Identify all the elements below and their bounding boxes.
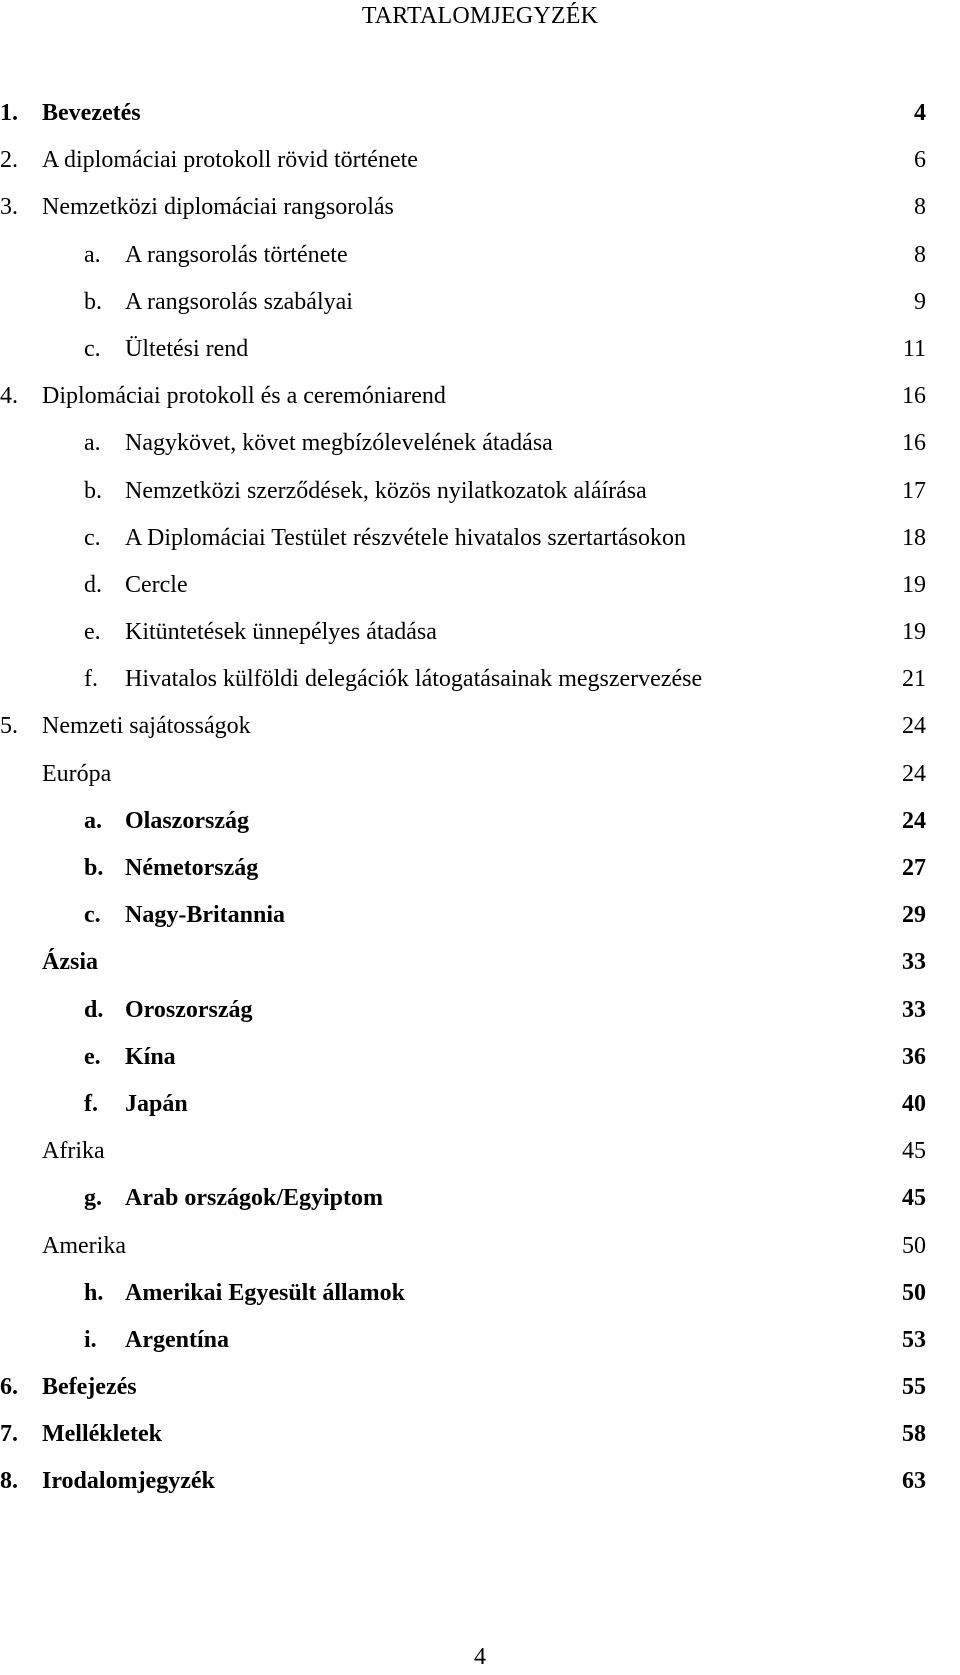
toc-entry-page: 24 bbox=[902, 760, 926, 787]
toc-entry-page: 21 bbox=[902, 666, 926, 693]
toc-entry-number: f. bbox=[84, 1090, 98, 1117]
toc-entry bbox=[0, 1034, 960, 1081]
toc-entry bbox=[0, 137, 960, 184]
toc-entry-page: 33 bbox=[902, 996, 926, 1023]
toc-entry-number: 4. bbox=[0, 383, 18, 410]
toc-entry-number: c. bbox=[84, 902, 101, 929]
toc-entry-number: 2. bbox=[0, 147, 18, 174]
toc-entry-title: A rangsorolás szabályai bbox=[125, 288, 353, 315]
toc-entry-title: Bevezetés bbox=[42, 100, 141, 126]
toc-entry bbox=[0, 987, 960, 1034]
toc-entry-title: Diplomáciai protokoll és a ceremóniarend bbox=[42, 383, 446, 410]
toc-entry-number: c. bbox=[84, 335, 101, 362]
toc-entry bbox=[0, 1175, 960, 1222]
toc-entry-title: Amerika bbox=[42, 1232, 126, 1259]
toc-entry-title: A rangsorolás története bbox=[125, 241, 348, 268]
page-number: 4 bbox=[474, 1644, 486, 1670]
toc-entry-number: g. bbox=[84, 1185, 102, 1212]
toc-entry-title: Befejezés bbox=[42, 1374, 137, 1401]
toc-entry bbox=[0, 1081, 960, 1128]
toc-entry bbox=[0, 562, 960, 609]
toc-entry-page: 36 bbox=[902, 1043, 926, 1070]
toc-entry bbox=[0, 515, 960, 562]
toc-entry-title: Németország bbox=[125, 855, 259, 881]
toc-entry-page: 50 bbox=[902, 1279, 926, 1306]
toc-entry-page: 4 bbox=[914, 100, 926, 126]
toc-entry-page: 16 bbox=[902, 383, 926, 410]
toc-entry-page: 9 bbox=[914, 288, 926, 315]
toc-region-heading bbox=[0, 1223, 960, 1270]
toc-entry-page: 24 bbox=[902, 713, 926, 740]
toc-entry-page: 17 bbox=[902, 477, 926, 504]
toc-entry-page: 45 bbox=[902, 1138, 926, 1165]
toc-entry bbox=[0, 1364, 960, 1411]
toc-entry-page: 24 bbox=[902, 807, 926, 834]
toc-entry bbox=[0, 90, 960, 137]
toc-entry-page: 63 bbox=[902, 1468, 926, 1495]
toc-entry-page: 40 bbox=[902, 1090, 926, 1117]
toc-entry-title: Arab országok/Egyiptom bbox=[125, 1185, 383, 1212]
toc-entry-number: c. bbox=[84, 524, 101, 551]
toc-entry-title: Ültetési rend bbox=[125, 335, 249, 362]
toc-entry bbox=[0, 656, 960, 703]
toc-entry-page: 19 bbox=[902, 619, 926, 646]
toc-region-heading bbox=[0, 751, 960, 798]
toc-entry-number: d. bbox=[84, 996, 104, 1023]
toc-entry-number: 6. bbox=[0, 1374, 18, 1401]
toc-entry bbox=[0, 373, 960, 420]
toc-entry-title: Kitüntetések ünnepélyes átadása bbox=[125, 619, 437, 646]
toc-entry bbox=[0, 1317, 960, 1364]
toc-entry-title: Nemzetközi szerződések, közös nyilatkozatok aláírása bbox=[125, 477, 647, 504]
document-title: TARTALOMJEGYZÉK bbox=[361, 3, 599, 29]
toc-entry-number: a. bbox=[84, 807, 102, 834]
toc-entry-title: Cercle bbox=[125, 571, 188, 598]
toc-entry-title: Nemzetközi diplomáciai rangsorolás bbox=[42, 194, 394, 221]
toc-entry-page: 6 bbox=[914, 147, 926, 174]
toc-entry bbox=[0, 892, 960, 939]
toc-entry-page: 29 bbox=[902, 902, 926, 929]
toc-entry-number: 8. bbox=[0, 1468, 18, 1495]
toc-entry-title: Mellékletek bbox=[42, 1421, 162, 1448]
toc-entry-number: 3. bbox=[0, 194, 18, 221]
toc-entry-number: a. bbox=[84, 430, 101, 457]
toc-entry-title: A diplomáciai protokoll rövid története bbox=[42, 147, 418, 174]
toc-entry-number: b. bbox=[84, 477, 102, 504]
toc-entry-number: a. bbox=[84, 241, 101, 268]
toc-entry bbox=[0, 184, 960, 231]
toc-entry-page: 8 bbox=[914, 241, 926, 268]
toc-entry-page: 27 bbox=[902, 855, 926, 881]
toc-region-heading bbox=[0, 1128, 960, 1175]
toc-entry-title: Nemzeti sajátosságok bbox=[42, 713, 251, 740]
toc-entry-page: 19 bbox=[902, 571, 926, 598]
toc-entry-number: e. bbox=[84, 619, 101, 646]
toc-entry-page: 53 bbox=[902, 1326, 926, 1353]
toc-entry-title: Irodalomjegyzék bbox=[42, 1468, 215, 1495]
toc-entry-number: 1. bbox=[0, 100, 18, 126]
toc-entry-title: Japán bbox=[125, 1090, 188, 1117]
toc-entry-title: Európa bbox=[42, 760, 112, 787]
toc-entry-page: 50 bbox=[902, 1232, 926, 1259]
toc-entry bbox=[0, 279, 960, 326]
toc-entry-title: Olaszország bbox=[125, 807, 249, 834]
toc-entry-number: f. bbox=[84, 666, 98, 693]
toc-entry-title: Ázsia bbox=[42, 949, 98, 976]
toc-entry-number: h. bbox=[84, 1279, 104, 1306]
toc-entry-title: Kína bbox=[125, 1043, 176, 1070]
toc-entry-page: 58 bbox=[902, 1421, 926, 1448]
toc-entry-number: 7. bbox=[0, 1421, 18, 1448]
toc-entry-title: Hivatalos külföldi delegációk látogatásainak megszervezése bbox=[125, 666, 703, 693]
toc-entry bbox=[0, 326, 960, 373]
toc-entry bbox=[0, 845, 960, 892]
toc-entry bbox=[0, 420, 960, 467]
toc-entry-title: A Diplomáciai Testület részvétele hivatalos szertartásokon bbox=[125, 524, 687, 551]
toc-region-heading bbox=[0, 939, 960, 986]
toc-entry-title: Afrika bbox=[42, 1138, 105, 1165]
toc-entry-page: 11 bbox=[902, 335, 926, 362]
toc-entry-number: b. bbox=[84, 288, 102, 315]
toc-entry-number: d. bbox=[84, 571, 102, 598]
toc-entry-title: Amerikai Egyesült államok bbox=[125, 1279, 405, 1306]
toc-entry-number: e. bbox=[84, 1043, 101, 1070]
toc-entry bbox=[0, 609, 960, 656]
toc-entry bbox=[0, 468, 960, 515]
toc-entry-page: 45 bbox=[902, 1185, 926, 1212]
toc-entry-page: 18 bbox=[902, 524, 926, 551]
toc-entry-title: Argentína bbox=[125, 1326, 229, 1353]
toc-entry-page: 8 bbox=[914, 194, 926, 221]
toc-entry bbox=[0, 1458, 960, 1505]
toc-entry-title: Oroszország bbox=[125, 996, 253, 1023]
toc-entry bbox=[0, 798, 960, 845]
toc-entry-page: 16 bbox=[902, 430, 926, 457]
toc-entry-page: 55 bbox=[902, 1374, 926, 1401]
toc-entry-title: Nagy-Britannia bbox=[125, 902, 286, 929]
toc-entry bbox=[0, 703, 960, 750]
table-of-contents bbox=[0, 90, 960, 1506]
toc-entry-number: 5. bbox=[0, 713, 18, 740]
toc-entry bbox=[0, 1411, 960, 1458]
toc-entry-number: i. bbox=[84, 1326, 97, 1353]
toc-entry-page: 33 bbox=[902, 949, 926, 976]
toc-entry bbox=[0, 232, 960, 279]
toc-entry bbox=[0, 1270, 960, 1317]
toc-entry-title: Nagykövet, követ megbízólevelének átadása bbox=[125, 430, 553, 457]
toc-entry-number: b. bbox=[84, 855, 104, 881]
